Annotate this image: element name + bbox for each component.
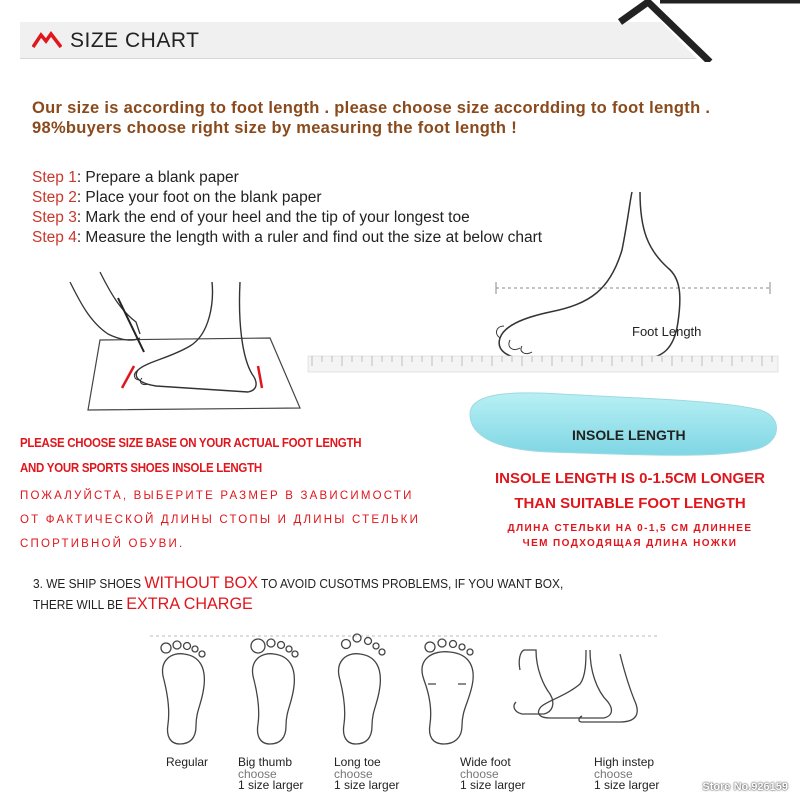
size-note-ru-line-3: СПОРТИВНОЙ ОБУВИ. [20, 538, 185, 550]
measuring-foot-illustration [60, 262, 310, 412]
intro-line-1: Our size is according to foot length . please choose size accordding to foot length . [32, 99, 711, 117]
step-number: Step 1 [32, 169, 77, 186]
size-note-line-2: AND YOUR SPORTS SHOES INSOLE LENGTH [20, 461, 262, 475]
insole-length-label: INSOLE LENGTH [572, 427, 686, 443]
page-title: SIZE CHART [70, 29, 200, 52]
step-text: : Measure the length with a ruler and find out the size at below chart [76, 229, 543, 246]
foot-type-label: Regular [166, 755, 209, 769]
insole-note-ru-line-1: ДЛИНА СТЕЛЬКИ НА 0-1,5 СМ ДЛИННЕЕ [507, 523, 753, 534]
shipping-note-line-1 [33, 573, 563, 593]
insole-note-line-2: THAN SUITABLE FOOT LENGTH [514, 495, 746, 512]
extra-charge-highlight: EXTRA CHARGE [126, 594, 253, 613]
insole-note-ru-line-2: ЧЕМ ПОДХОДЯЩАЯ ДЛИНА НОЖКИ [522, 538, 738, 549]
corner-decoration [600, 0, 800, 62]
step-1 [32, 169, 239, 187]
without-box-highlight: WITHOUT BOX [144, 573, 258, 592]
foot-type-choose: choose [238, 767, 277, 781]
foot-types-illustration [150, 630, 780, 750]
foot-type-label: Wide foot [460, 755, 511, 769]
foot-type-label: Big thumb [238, 755, 293, 769]
foot-length-diagram [300, 190, 780, 470]
intro-line-2: 98%buyers choose right size by measuring the foot length ! [32, 119, 517, 137]
step-text: : Mark the end of your heel and the tip of your longest toe [76, 209, 470, 226]
step-text: : Prepare a blank paper [76, 169, 239, 186]
shipping-note-line-2 [33, 594, 253, 614]
foot-type-label: Long toe [334, 755, 381, 769]
size-note-ru-line-2: ОТ ФАКТИЧЕСКОЙ ДЛИНЫ СТОПЫ И ДЛИНЫ СТЕЛЬКИ [20, 514, 421, 526]
step-text: : Place your foot on the blank paper [76, 189, 322, 206]
shipping-text: TO AVOID CUSOTMS PROBLEMS, IF YOU WANT BOX, [257, 577, 564, 591]
foot-type-choose: choose [460, 767, 499, 781]
shipping-text: 3. WE SHIP SHOES [33, 577, 145, 591]
foot-type-advice: 1 size larger [594, 778, 660, 792]
mountain-logo-icon [32, 31, 62, 49]
foot-type-advice: 1 size larger [238, 778, 304, 792]
foot-length-label: Foot Length [632, 324, 702, 339]
size-note-ru-line-1: ПОЖАЛУЙСТА, ВЫБЕРИТЕ РАЗМЕР В ЗАВИСИМОСТИ [20, 490, 414, 502]
foot-type-advice: 1 size larger [334, 778, 400, 792]
step-number: Step 2 [32, 189, 77, 206]
insole-note-line-1: INSOLE LENGTH IS 0-1.5CM LONGER [494, 470, 766, 487]
size-note-line-1: PLEASE CHOOSE SIZE BASE ON YOUR ACTUAL FOOT LENGTH [20, 436, 362, 450]
store-number-watermark: Store No.926159 [702, 781, 788, 793]
foot-type-advice: 1 size larger [460, 778, 526, 792]
foot-type-choose: choose [594, 767, 633, 781]
shipping-text: THERE WILL BE [33, 598, 127, 612]
step-number: Step 4 [32, 229, 77, 246]
step-number: Step 3 [32, 209, 77, 226]
foot-type-choose: choose [334, 767, 373, 781]
foot-type-label: High instep [594, 755, 655, 769]
step-2 [32, 189, 322, 207]
